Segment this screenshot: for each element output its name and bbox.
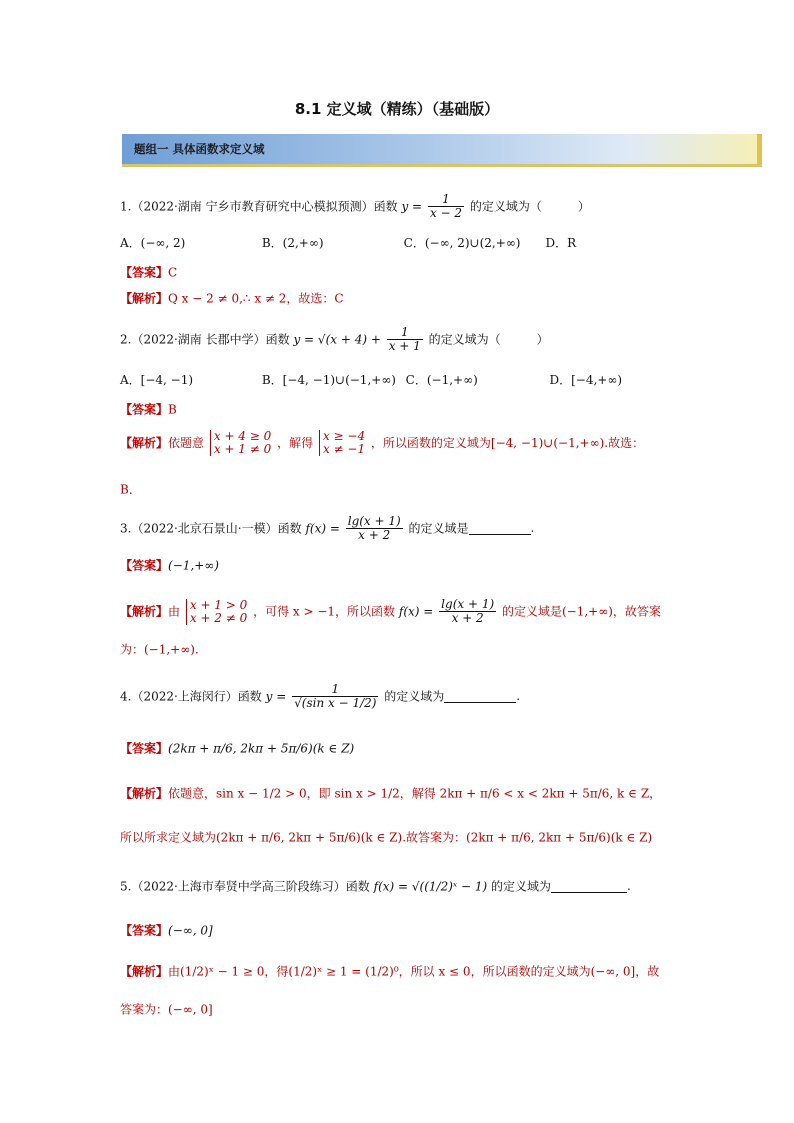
- q1-answer-line: [120, 263, 177, 282]
- q3-system: [186, 599, 247, 625]
- q2-stem: 2.（2022·湖南 长郡中学）函数: [120, 332, 290, 347]
- q4-stem: 4.（2022·上海闵行）函数: [120, 689, 262, 704]
- q5-stem-line: 5.（2022·上海市奉贤中学高三阶段练习）函数 f(x) = √((1/2)ˣ − 1) 的定义域为 .: [120, 879, 631, 894]
- q3-tail: 的定义域是: [408, 521, 469, 536]
- q2-analysis-end: B．: [120, 482, 141, 497]
- q2-sys1-row1: x + 4 ≥ 0: [213, 429, 272, 443]
- q4-analysis-line-2: [120, 828, 652, 847]
- q4-answer-line: [120, 739, 354, 758]
- q3-stem-line: 3.（2022·北京石景山·一模）函数 f(x) = $\frac{\lg(x + 1)}{x + 2}$ 的定义域是 .: [120, 514, 535, 542]
- analysis-label: 【解析】: [120, 436, 169, 450]
- q2-option-d: D．[−4,+∞): [549, 372, 623, 387]
- q3-answer-blank: [469, 522, 531, 535]
- q3-frac-num: lg(x + 1): [347, 514, 401, 528]
- q2-func: y = √(x + 4) +: [293, 332, 381, 347]
- q3-func-lhs: f(x) =: [305, 521, 340, 536]
- q2-fraction: [387, 326, 423, 353]
- q5-analysis-line-2: [120, 1000, 213, 1019]
- q1-answer: C: [168, 265, 178, 280]
- q4-answer-blank: [444, 690, 516, 703]
- q2-analysis-end-line: [120, 480, 141, 499]
- answer-label: 【答案】: [120, 741, 169, 756]
- q4-answer: (2kπ + π/6, 2kπ + 5π/6)(k ∈ Z): [168, 741, 355, 756]
- q2-analysis-pre: 依题意: [168, 436, 205, 450]
- q2-sys2-row1: x ≥ −4: [322, 429, 366, 443]
- q1-stem-line: [120, 193, 590, 220]
- q1-analysis-line: [120, 289, 344, 308]
- q2-stem-line: [120, 326, 549, 353]
- q5-answer-blank: [551, 880, 627, 893]
- q1-frac-num: 1: [428, 193, 464, 207]
- q3-analysis-pre: 由: [168, 604, 181, 619]
- q2-system-1: [210, 430, 271, 456]
- q5-analysis-line-1: [120, 962, 659, 981]
- q3-frac-num-2: lg(x + 1): [441, 597, 495, 611]
- q2-answer: B: [168, 402, 177, 417]
- q1-stem: 1.（2022·湖南 宁乡市教育研究中心模拟预测）函数: [120, 199, 398, 214]
- q2-options: [120, 370, 622, 389]
- q1-fraction: [428, 193, 464, 220]
- q2-sys2-row2: x ≠ −1: [322, 442, 366, 456]
- q5-answer: (−∞, 0]: [168, 923, 213, 938]
- q5-stem: 5.（2022·上海市奉贤中学高三阶段练习）函数: [120, 879, 370, 894]
- q4-frac-den: √(sin x − 1/2): [294, 696, 377, 710]
- q5-func: f(x) = √((1/2)ˣ − 1): [373, 879, 488, 894]
- q3-frac-den: x + 2: [358, 528, 391, 542]
- q4-fraction: [292, 683, 378, 710]
- q2-system-2: [319, 430, 365, 456]
- q3-analysis-line: [120, 598, 661, 625]
- q2-analysis-post: ，所以函数的定义域为[−4, −1)∪(−1,+∞).故选：: [370, 436, 645, 450]
- q4-analysis-line-1: [120, 784, 661, 803]
- q3-sys-row2: x + 2 ≠ 0: [189, 610, 248, 625]
- q2-frac-num: 1: [387, 326, 423, 340]
- q3-analysis-end-line: [120, 640, 199, 659]
- q1-option-d: D．R: [545, 235, 577, 250]
- answer-label: 【答案】: [120, 265, 169, 280]
- q5-tail: 的定义域为: [491, 879, 552, 894]
- analysis-label: 【解析】: [120, 291, 169, 306]
- q2-analysis-line: [120, 430, 644, 456]
- answer-label: 【答案】: [120, 402, 169, 417]
- q1-analysis: Q x − 2 ≠ 0,∴ x ≠ 2，故选：C: [168, 291, 344, 306]
- q4-analysis-1: 依题意，sin x − 1/2 > 0，即 sin x > 1/2，解得 2kπ + π/6 < x < 2kπ + 5π/6, k ∈ Z，: [168, 786, 662, 801]
- q3-analysis-end: 为：(−1,+∞).: [120, 642, 199, 657]
- q4-frac-num: 1: [292, 683, 378, 697]
- q3-stem: 3.（2022·北京石景山·一模）函数: [120, 521, 302, 536]
- q2-analysis-mid: ，解得: [277, 436, 314, 450]
- q1-tail: 的定义域为（ ）: [469, 199, 590, 214]
- q3-fraction-2: [439, 598, 496, 625]
- q3-fraction: [346, 515, 403, 542]
- q2-option-b: B．[−4, −1)∪(−1,+∞): [261, 372, 396, 387]
- q1-option-b: B．(2,+∞): [261, 235, 324, 250]
- q5-answer-line: [120, 921, 213, 940]
- q4-analysis-2: 所以所求定义域为(2kπ + π/6, 2kπ + 5π/6)(k ∈ Z).故答案为：(2kπ + π/6, 2kπ + 5π/6)(k ∈ Z): [120, 830, 653, 845]
- answer-label: 【答案】: [120, 923, 169, 938]
- q5-analysis-1: 由(1/2)ˣ − 1 ≥ 0，得(1/2)ˣ ≥ 1 = (1/2)⁰，所以 x ≤ 0，所以函数的定义域为(−∞, 0]，故: [168, 964, 660, 979]
- q1-option-c: C．(−∞, 2)∪(2,+∞): [403, 235, 521, 250]
- analysis-label: 【解析】: [120, 786, 169, 801]
- q3-sys-row1: x + 1 > 0: [189, 597, 248, 612]
- q3-frac-den-2: x + 2: [451, 611, 484, 625]
- q2-sys1-row2: x + 1 ≠ 0: [213, 442, 272, 456]
- q5-analysis-2: 答案为：(−∞, 0]: [120, 1002, 213, 1017]
- q1-options: [120, 233, 576, 252]
- q2-frac-den: x + 1: [388, 339, 421, 353]
- section-banner-label: 题组一 具体函数求定义域: [134, 142, 265, 156]
- analysis-label: 【解析】: [120, 964, 169, 979]
- q1-option-a: A．(−∞, 2): [120, 235, 186, 250]
- q1-func-lhs: y =: [401, 199, 423, 214]
- q2-tail: 的定义域为（ ）: [428, 332, 549, 347]
- q2-option-a: A．[−4, −1): [120, 372, 194, 387]
- q3-answer-line: [120, 556, 219, 575]
- q4-stem-line: 4.（2022·上海闵行）函数 y = $\frac{1}{\text{√(sin x − 1/2)}}$ 的定义域为 .: [120, 682, 521, 710]
- q1-frac-den: x − 2: [429, 206, 463, 220]
- section-banner: [122, 134, 762, 164]
- q2-answer-line: [120, 400, 177, 419]
- q3-analysis-post: 的定义域是(−1,+∞)，故答案: [501, 604, 661, 619]
- q4-func-lhs: y =: [265, 689, 287, 704]
- q3-func-lhs-2: f(x) =: [398, 604, 434, 619]
- analysis-label: 【解析】: [120, 604, 169, 619]
- page-title: 8.1 定义域（精练）（基础版）: [294, 100, 500, 118]
- answer-label: 【答案】: [120, 558, 169, 573]
- q2-option-c: C．(−1,+∞): [405, 372, 478, 387]
- q4-tail: 的定义域为: [384, 689, 445, 704]
- q3-answer: (−1,+∞): [168, 558, 219, 573]
- q3-analysis-mid: ，可得 x > −1，所以函数: [253, 604, 396, 619]
